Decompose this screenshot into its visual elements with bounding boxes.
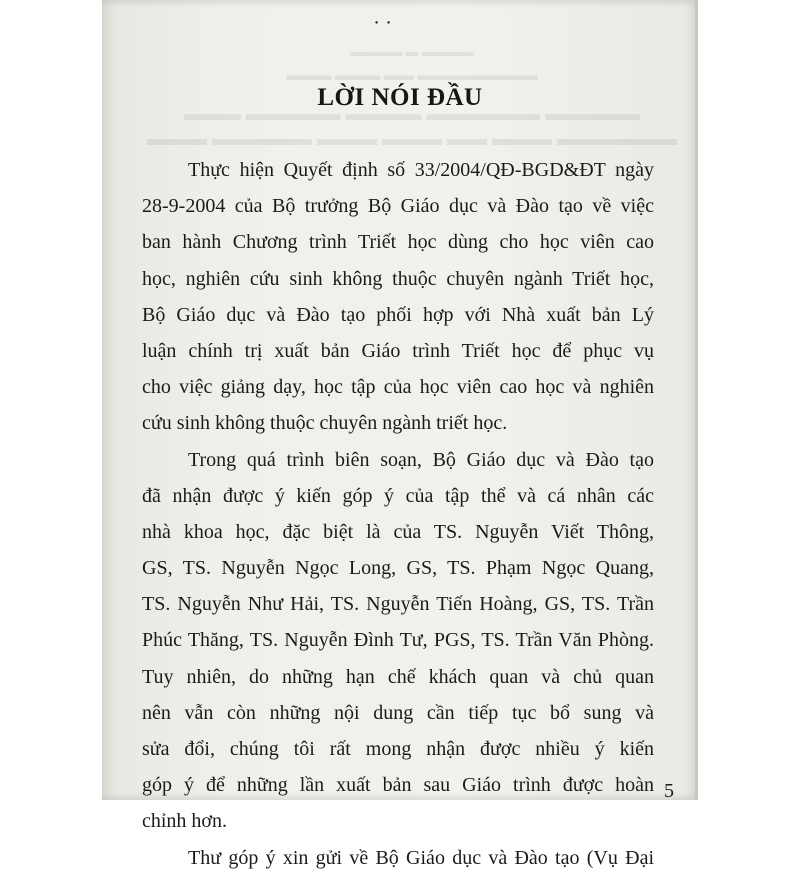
text-line: học, nghiên cứu sinh không thuộc chuyên ngành Triết học, (142, 267, 654, 290)
bleed-through-decoration: ▬▬▬▬▬ ▬▬▬▬▬▬ ▬▬▬▬ ▬▬▬▬▬ ▬▬▬ (184, 104, 640, 125)
body-text (142, 152, 654, 876)
text-line: nên vẫn còn những nội dung cần tiếp tục bổ sung và (142, 701, 654, 724)
text-line: Phúc Thăng, TS. Nguyễn Đình Tư, PGS, TS. Trần Văn Phòng. (142, 629, 654, 652)
text-line: TS. Nguyễn Như Hải, TS. Nguyễn Tiến Hoàng, GS, TS. Trần (142, 593, 654, 616)
text-line: 28-9-2004 của Bộ trưởng Bộ Giáo dục và Đào tạo về việc (142, 195, 654, 218)
page-number: 5 (664, 780, 674, 802)
bleed-through-decoration: ▬▬▬▬▬▬ ▬▬▬ ▬▬ ▬▬▬ ▬▬▬ ▬▬▬▬▬ ▬▬▬ (147, 128, 677, 150)
text-line: chỉnh hơn. (142, 810, 228, 833)
text-line: sửa đổi, chúng tôi rất mong nhận được nhiều ý kiến (142, 738, 654, 760)
text-line: nhà khoa học, đặc biệt là của TS. Nguyễn Viết Thông, (142, 520, 654, 543)
text-line: Thực hiện Quyết định số 33/2004/QĐ-BGD&ĐT ngày (188, 159, 654, 181)
page-mark: ∙ ∙ (374, 12, 392, 34)
text-line: đã nhận được ý kiến góp ý của tập thể và cá nhân các (142, 484, 654, 507)
text-line: Trong quá trình biên soạn, Bộ Giáo dục và Đào tạo (188, 448, 654, 471)
page-edge (695, 0, 698, 800)
text-line: ban hành Chương trình Triết học dùng cho học viên cao (142, 231, 654, 254)
text-line: Thư góp ý xin gửi về Bộ Giáo dục và Đào tạo (Vụ Đại (188, 846, 654, 869)
text-line: cho việc giảng dạy, học tập của học viên cao học và nghiên (142, 376, 654, 399)
book-page (102, 0, 698, 869)
text-line: Tuy nhiên, do những hạn chế khách quan và chủ quan (142, 665, 654, 688)
text-line: góp ý để những lần xuất bản sau Giáo trình được hoàn (142, 774, 654, 797)
text-line: cứu sinh không thuộc chuyên ngành triết học. (142, 412, 508, 435)
bleed-through-decoration: ▬▬▬▬ ▬ ▬▬▬▬ (350, 44, 474, 59)
text-line: GS, TS. Nguyễn Ngọc Long, GS, TS. Phạm Ngọc Quang, (142, 557, 654, 580)
bleed-through-decoration: ▬▬▬▬▬▬▬▬ ▬▬ ▬▬▬ ▬▬▬ (286, 68, 538, 84)
page-title: LỜI NÓI ĐẦU (317, 84, 483, 111)
text-line: luận chính trị xuất bản Giáo trình Triết học để phục vụ (142, 339, 654, 362)
text-line: Bộ Giáo dục và Đào tạo phối hợp với Nhà xuất bản Lý (142, 303, 654, 326)
